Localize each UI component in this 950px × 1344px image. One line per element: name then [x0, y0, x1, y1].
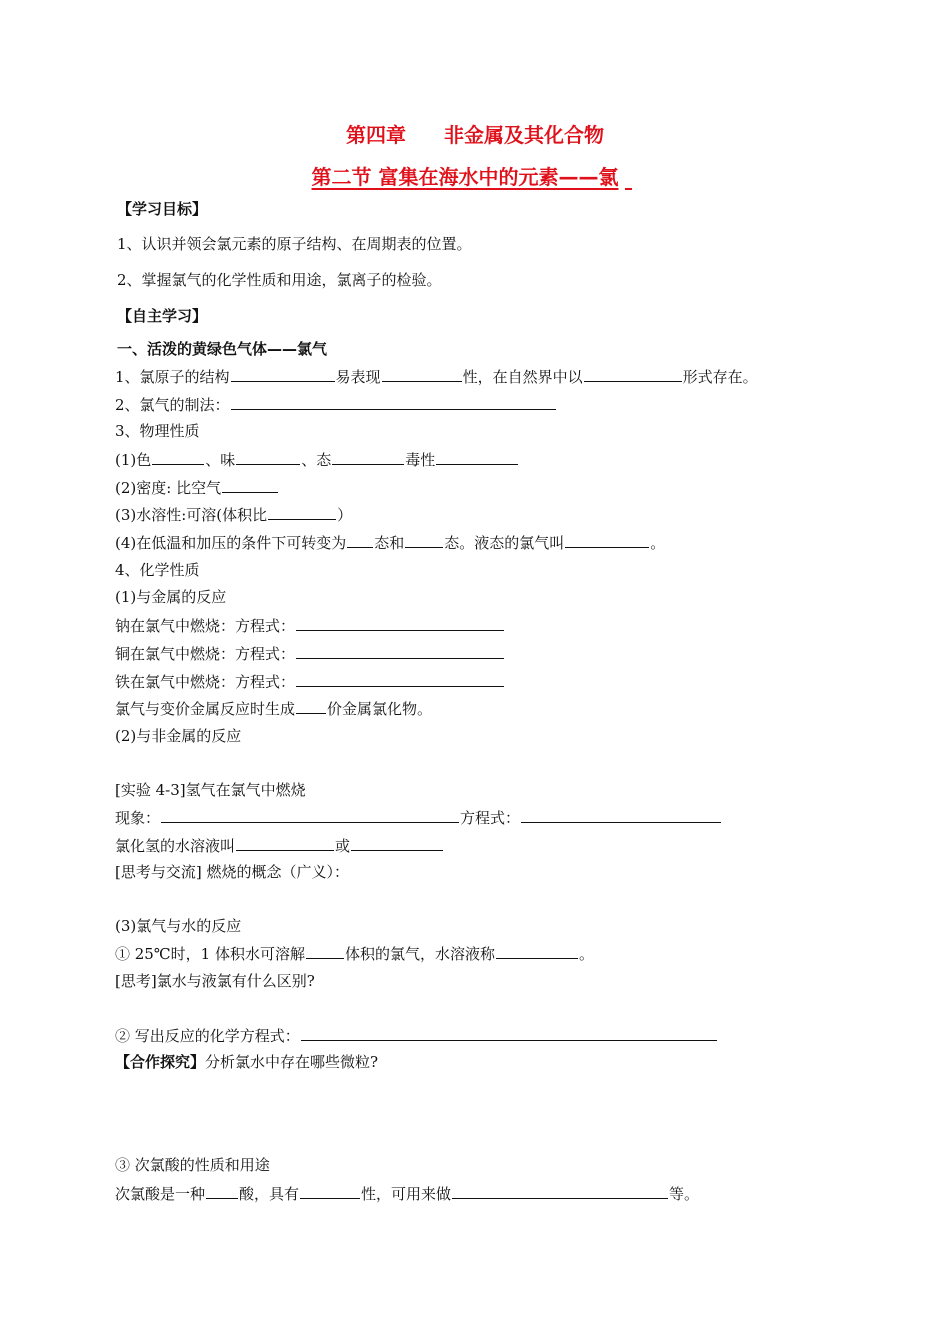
answer-blank[interactable] [296, 643, 504, 659]
physical-solubility: (3)水溶性:可溶(体积比 ） [115, 506, 353, 524]
answer-blank[interactable] [382, 366, 462, 382]
answer-blank[interactable] [301, 1025, 717, 1041]
section-title [0, 164, 950, 190]
think-combustion: [思考与交流] 燃烧的概念（广义）： [115, 863, 349, 881]
physical-density: (2)密度: 比空气 [115, 477, 279, 498]
answer-blank[interactable] [236, 835, 334, 851]
answer-blank[interactable] [496, 943, 578, 959]
cooperative-inquiry: 【合作探究】分析氯水中存在哪些微粒? [115, 1053, 379, 1071]
iron-reaction: 铁在氯气中燃烧：方程式： [115, 671, 505, 692]
answer-blank[interactable] [206, 1183, 238, 1199]
chemical-properties-heading: 4、化学性质 [115, 561, 200, 579]
answer-blank[interactable] [231, 366, 335, 382]
answer-blank[interactable] [306, 943, 344, 959]
hypochlorous-heading: ③ 次氯酸的性质和用途 [115, 1156, 270, 1174]
answer-blank[interactable] [152, 449, 204, 465]
water-equation: ② 写出反应的化学方程式： [115, 1025, 718, 1046]
water-reaction-heading: (3)氯气与水的反应 [115, 917, 242, 935]
answer-blank[interactable] [347, 532, 373, 548]
answer-blank[interactable] [296, 698, 326, 714]
chapter-number: 第四章 [346, 123, 406, 147]
chlorine-subheading: 一、活泼的黄绿色气体——氯气 [117, 340, 328, 358]
answer-blank[interactable] [452, 1183, 668, 1199]
nonmetal-reaction-heading: (2)与非金属的反应 [115, 727, 242, 745]
chapter-title [0, 122, 950, 148]
copper-reaction: 铜在氯气中燃烧：方程式： [115, 643, 505, 664]
experiment-4-3: [实验 4-3]氢气在氯气中燃烧 [115, 781, 306, 799]
answer-blank[interactable] [231, 394, 556, 410]
answer-blank[interactable] [222, 477, 278, 493]
answer-blank[interactable] [296, 671, 504, 687]
answer-blank[interactable] [436, 449, 518, 465]
answer-blank[interactable] [584, 366, 682, 382]
answer-blank[interactable] [236, 449, 300, 465]
answer-blank[interactable] [565, 532, 649, 548]
physical-properties-heading: 3、物理性质 [115, 422, 200, 440]
sodium-reaction: 钠在氯气中燃烧：方程式： [115, 615, 505, 636]
variable-valence-note: 氯气与变价金属反应时生成 价金属氯化物。 [115, 700, 433, 718]
think-chlorine-water: [思考]氯水与液氯有什么区别? [115, 972, 315, 990]
physical-liquefaction: (4)在低温和加压的条件下可转变为 态和 态。液态的氯气叫 。 [115, 534, 666, 552]
physical-color-smell: (1)色 、味 、态 毒性 [115, 449, 519, 470]
water-solubility: ① 25℃时，1 体积水可溶解 体积的氯气，水溶液称 。 [115, 945, 594, 963]
hypochlorous-properties: 次氯酸是一种 酸，具有 性，可用来做 等。 [115, 1185, 700, 1203]
question-structure: 1、氯原子的结构 易表现 性，在自然界中以 形式存在。 [115, 368, 758, 386]
answer-blank[interactable] [521, 807, 721, 823]
goal-item-1: 1、认识并领会氯元素的原子结构、在周期表的位置。 [117, 235, 472, 253]
answer-blank[interactable] [351, 835, 443, 851]
answer-blank[interactable] [161, 807, 459, 823]
question-preparation: 2、氯气的制法： [115, 394, 557, 415]
experiment-phenomenon: 现象： 方程式： [115, 807, 722, 828]
answer-blank[interactable] [300, 1183, 360, 1199]
answer-blank[interactable] [268, 504, 336, 520]
section-name: 第二节 富集在海水中的元素——氯 [311, 165, 619, 189]
metal-reaction-heading: (1)与金属的反应 [115, 588, 227, 606]
hcl-solution: 氯化氢的水溶液叫 或 [115, 835, 444, 856]
chapter-name: 非金属及其化合物 [444, 123, 604, 147]
self-study-heading: 【自主学习】 [117, 307, 208, 325]
answer-blank[interactable] [405, 532, 443, 548]
goal-item-2: 2、掌握氯气的化学性质和用途，氯离子的检验。 [117, 271, 442, 289]
answer-blank[interactable] [332, 449, 404, 465]
answer-blank[interactable] [296, 615, 504, 631]
goals-heading: 【学习目标】 [117, 200, 208, 218]
